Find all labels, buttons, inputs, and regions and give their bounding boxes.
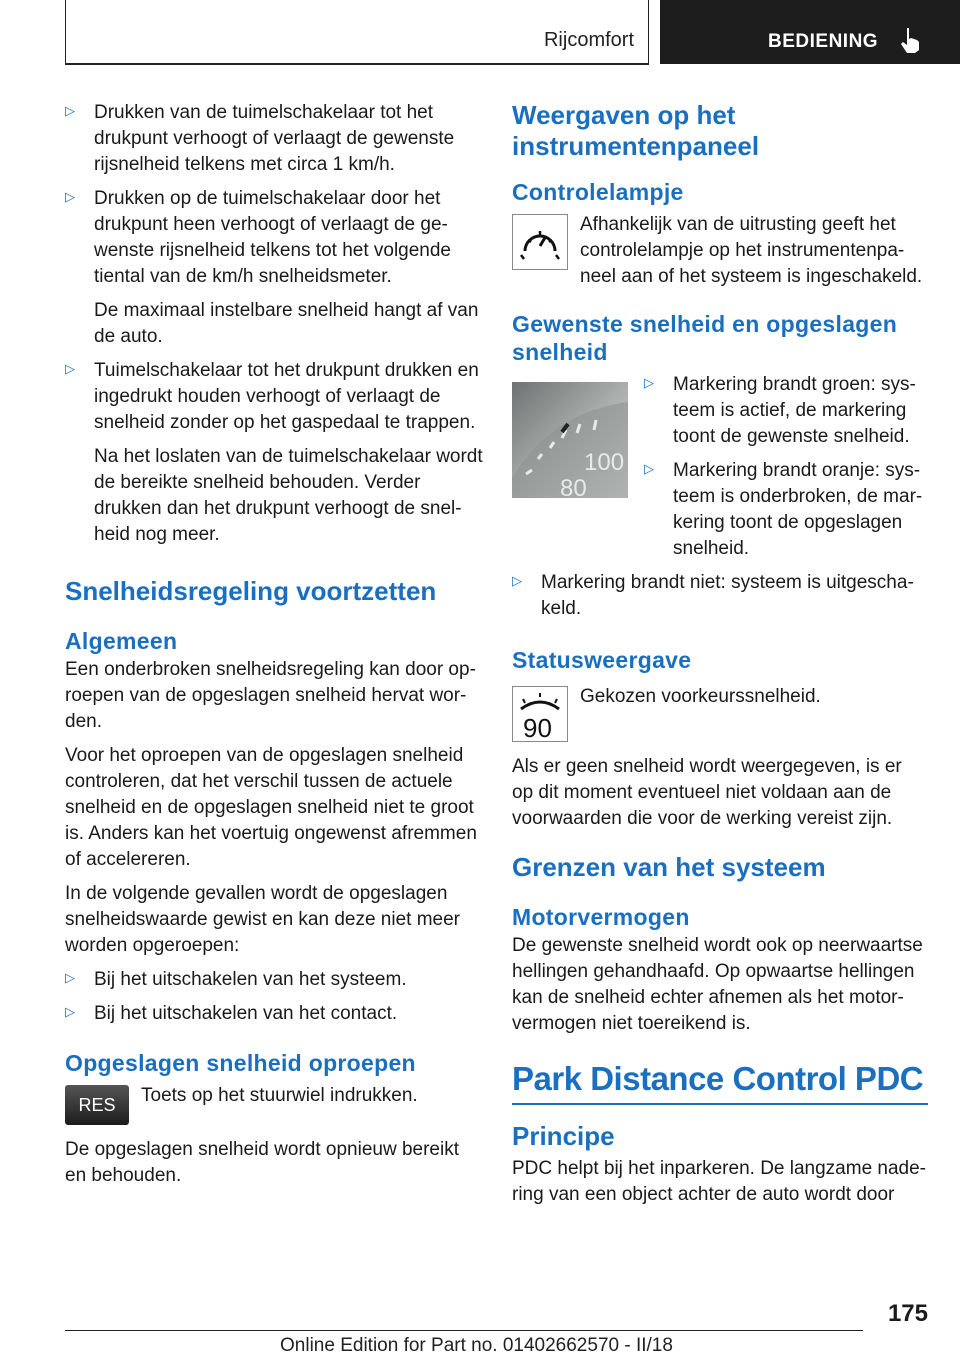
- paragraph: De opgeslagen snelheid wordt opnieuw bereikt en behouden.: [65, 1139, 459, 1186]
- list-item: ▷ Markering brandt oranje: sys‐teem is onderbroken, de mar‐kering toont de opgeslagen snelheid.: [644, 460, 923, 559]
- list-item: ▷ Tuimelschakelaar tot het drukpunt drukken en ingedrukt houden verhoogt of verlaagt de snelheid zonder op het gaspedaal te trappen.: [65, 360, 479, 433]
- heading-limits: Grenzen van het systeem: [512, 852, 826, 882]
- list-item: ▷ Drukken op de tuimelschakelaar door het drukpunt heen verhoogt of verlaagt de ge‐wenste rijsnelheid telkens tot het volgende tiental van de km/h snelheidsmeter.: [65, 188, 452, 287]
- speedometer-gauge-image: [512, 382, 628, 498]
- gauge-label-80: 80: [560, 475, 587, 498]
- heading-lamp: Controlelampje: [512, 179, 684, 205]
- gauge-label-100: 100: [584, 449, 625, 476]
- heading-display: Weergaven op het instrumentenpaneel: [512, 100, 760, 161]
- note-paragraph: De maximaal instelbare snelheid hangt af van de auto.: [94, 300, 479, 347]
- triangle-bullet-icon: ▷: [65, 103, 75, 118]
- res-row: [65, 1085, 483, 1125]
- res-button-icon: [65, 1085, 129, 1125]
- res-label: RES: [78, 1094, 116, 1115]
- status-speed-value: 90: [523, 713, 552, 742]
- paragraph: De gewenste snelheid wordt ook op neerwaartse hellingen gehandhaafd. Op opwaartse hellingen kan de snelheid echter afnemen als het motor‐vermogen niet toereikend is.: [512, 935, 923, 1034]
- list-item: ▷ Drukken van de tuimelschakelaar tot het drukpunt verhoogt of verlaagt de gewenste rijsnelheid telkens met circa 1 km/h.: [65, 102, 455, 175]
- lamp-text: Afhankelijk van de uitrusting geeft het controlelampje op het instrumentenpa‐neel aan of het systeem is ingeschakeld.: [580, 214, 923, 287]
- footer-edition: Online Edition for Part no. 01402662570 - II/18: [280, 1335, 673, 1356]
- status-text: Gekozen voorkeurssnelheid.: [580, 686, 821, 707]
- note-paragraph: Na het loslaten van de tuimelschakelaar wordt de bereikte snelheid behouden. Verder drukken dan het drukpunt verhoogt de snel‐heid nog meer.: [94, 446, 483, 545]
- header-rule-right: [648, 0, 649, 64]
- triangle-bullet-icon: ▷: [644, 375, 654, 390]
- left-column: [65, 100, 483, 1189]
- hand-pointer-icon: [898, 26, 924, 54]
- triangle-bullet-icon: ▷: [512, 573, 522, 588]
- speed-display-icon: [512, 686, 568, 742]
- paragraph: PDC helpt bij het inparkeren. De langzame nade‐ring van een object achter de auto wordt door: [512, 1158, 927, 1205]
- triangle-bullet-icon: ▷: [65, 361, 75, 376]
- paragraph: Als er geen snelheid wordt weergegeven, is er op dit moment eventueel niet voldaan aan de voorwaarden die voor de werking vereist zijn.: [512, 756, 902, 829]
- chapter-tab: [660, 0, 960, 64]
- header-rule-left: [65, 0, 66, 64]
- heading-recall: Opgeslagen snelheid oproepen: [65, 1050, 416, 1076]
- chapter-label: BEDIENING: [768, 31, 879, 52]
- gauge-row: [512, 374, 928, 570]
- list-item: ▷ Markering brandt niet: systeem is uitgescha‐keld.: [512, 572, 914, 619]
- heading-engine: Motorvermogen: [512, 904, 690, 930]
- heading-desired: Gewenste snelheid en opgeslagen snelheid: [512, 311, 898, 365]
- list-item: ▷ Bij het uitschakelen van het contact.: [65, 1003, 398, 1024]
- triangle-bullet-icon: ▷: [65, 189, 75, 204]
- status-row: [512, 686, 928, 742]
- heading-principle: Principe: [512, 1121, 615, 1151]
- list-item: ▷ Markering brandt groen: sys‐teem is actief, de markering toont de gewenste snelheid.: [644, 374, 916, 447]
- heading-general: Algemeen: [65, 628, 178, 654]
- paragraph: Een onderbroken snelheidsregeling kan door op‐roepen van de opgeslagen snelheid hervat wor‐den.: [65, 659, 476, 732]
- footer-rule: [65, 1330, 863, 1331]
- paragraph: Voor het oproepen van de opgeslagen snelheid controleren, dat het verschil tussen de actuele snelheid en de opgeslagen snelheid niet te groot is. Anders kan het voertuig ongewenst afremmen of accelereren.: [65, 745, 477, 870]
- section-title: Rijcomfort: [543, 29, 634, 51]
- triangle-bullet-icon: ▷: [65, 1004, 75, 1019]
- right-column: [512, 100, 928, 1208]
- cruise-control-lamp-icon: [512, 214, 568, 270]
- page-number: 175: [887, 1300, 928, 1327]
- marker-list: [644, 374, 928, 570]
- heading-pdc: Park Distance Control PDC: [512, 1060, 924, 1097]
- paragraph: In de volgende gevallen wordt de opgeslagen snelheidswaarde gewist en kan deze niet meer worden opgeroepen:: [65, 883, 461, 956]
- triangle-bullet-icon: ▷: [644, 461, 654, 476]
- triangle-bullet-icon: ▷: [65, 970, 75, 985]
- lamp-row: [512, 214, 928, 290]
- header-rule-bottom: [65, 63, 649, 65]
- list-item: ▷ Bij het uitschakelen van het systeem.: [65, 969, 407, 990]
- heading-status: Statusweergave: [512, 647, 692, 673]
- res-text: Toets op het stuurwiel indrukken.: [141, 1085, 418, 1106]
- heading-resume: Snelheidsregeling voortzetten: [65, 576, 437, 606]
